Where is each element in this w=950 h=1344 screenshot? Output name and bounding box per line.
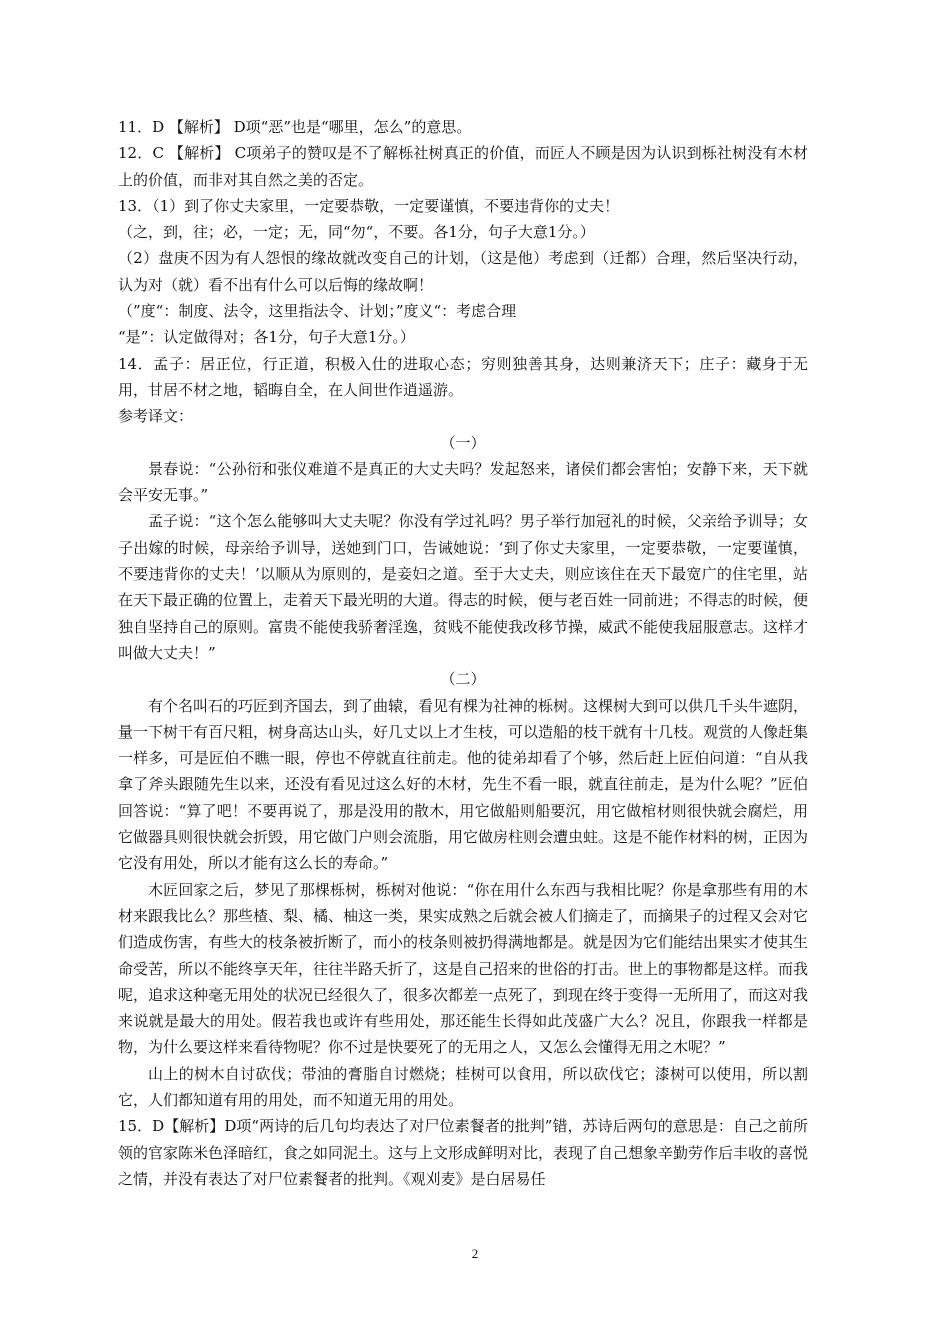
page-number: 2 [471, 1246, 479, 1261]
answer-13-2-note-a: （”度“：制度、法令，这里指法令、计划；”度义“：考虑合理 [118, 302, 517, 321]
answer-13-2-note-b: “是”：认定做得对；各1分，句子大意1分。） [118, 328, 415, 347]
section-2-title: （二） [440, 670, 486, 689]
answer-14: 14．孟子：居正位，行正道，积极入仕的进取心态；穷则独善其身，达则兼济天下；庄子：藏身于无用，甘居不材之地，韬晦自全，在人间世作逍遥游。 [118, 354, 808, 399]
answer-15: 15．D【解析】D项“两诗的后几句均表达了对尸位素餐者的批判”错，苏诗后两句的意思是：自己之前所领的官家陈米色泽暗红，食之如同泥土。这与上文形成鲜明对比，表现了自己想象辛勤劳作后丰收的喜悦之情，并没有表达了对尸位素餐者的批判。《观刈麦》是白居易任 [118, 1117, 809, 1188]
section-1-paragraph-2: 孟子说：“这个怎么能够叫大丈夫呢？你没有学过礼吗？男子举行加冠礼的时候，父亲给予训导；女子出嫁的时候，母亲给予训导，送她到门口，告诫她说：‘到了你丈夫家里，一定要恭敬，一定要谨慎，不要违背你的丈夫！’以顺从为原则的，是妾妇之道。至于大丈夫，则应该住在天下最宽广的住宅里，站在天下最正确的位置上，走着天下最光明的大道。得志的时候，便与老百姓一同前进；不得志的时候，便独自坚持自己的原则。富贵不能使我骄奢淫逸，贫贱不能使我改移节操，威武不能使我屈服意志。这样才叫做大丈夫！” [118, 512, 809, 662]
section-2-paragraph-3: 山上的树木自讨砍伐；带油的膏脂自讨燃烧；桂树可以食用，所以砍伐它；漆树可以使用，所以割它，人们都知道有用的用处，而不知道无用的用处。 [118, 1064, 808, 1109]
answer-13-2: （2）盘庚不因为有人怨恨的缘故就改变自己的计划，（这是他）考虑到（迁都）合理，然后坚决行动，认为对（就）看不出有什么可以后悔的缘故啊！ [118, 249, 808, 294]
section-1-paragraph-1: 景春说：“公孙衍和张仪难道不是真正的大丈夫吗？发起怒来，诸侯们都会害怕；安静下来，天下就会平安无事。” [118, 459, 808, 505]
section-1-title: （一） [440, 433, 486, 452]
reference-translation-label: 参考译文： [118, 407, 194, 426]
answer-11: 11．D 【解析】 D项“恶”也是“哪里，怎么”的意思。 [118, 118, 472, 136]
answer-12: 12．C 【解析】 C项弟子的赞叹是不了解栎社树真正的价值，而匠人不顾是因为认识到栎社树没有木材上的价值，而非对其自然之美的否定。 [118, 144, 808, 189]
answer-13-1-note: （之，到，往；必，一定；无，同“勿“，不要。各1分，句子大意1分。） [118, 223, 595, 242]
section-2-paragraph-2: 木匠回家之后，梦见了那棵栎树，栎树对他说：“你在用什么东西与我相比呢？你是拿那些有用的木材来跟我比么？那些楂、梨、橘、柚这一类，果实成熟之后就会被人们摘走了，而摘果子的过程又会对它们造成伤害，有些大的枝条被折断了，而小的枝条则被扔得满地都是。就是因为它们能结出果实才使其生命受苦，所以不能终享天年，往往半路夭折了，这是自己招来的世俗的打击。世上的事物都是这样。而我呢，追求这种毫无用处的状况已经很久了，很多次都差一点死了，到现在终于变得一无所用了，而这对我来说就是最大的用处。假若我也或许有些用处，那还能生长得如此茂盛广大么？况且，你跟我一样都是物，为什么要这样来看待物呢？你不过是快要死了的无用之人，又怎么会懂得无用之木呢？” [118, 880, 809, 1057]
answer-13-1: 13．（1）到了你丈夫家里，一定要恭敬，一定要谨慎，不要违背你的丈夫！ [118, 196, 620, 215]
section-2-paragraph-1: 有个名叫石的巧匠到齐国去，到了曲辕，看见有棵为社神的栎树。这棵树大到可以供几千头牛遮阴，量一下树干有百尺粗，树身高达山头，好几丈以上才生枝，可以造船的枝干就有十几枝。观赏的人像赶集一样多，可是匠伯不瞧一眼，停也不停就直往前走。他的徒弟却看了个够，然后赶上匠伯问道：“自从我拿了斧头跟随先生以来，还没有看见过这么好的木材，先生不看一眼，就直往前走，是为什么呢？”匠伯回答说：“算了吧！不要再说了，那是没用的散木，用它做船则船要沉，用它做棺材则很快就会腐烂，用它做器具则很快就会折毁，用它做门户则会流脂，用它做房柱则会遭虫蛀。这是不能作材料的树，正因为它没有用处，所以才能有这么长的寿命。” [118, 696, 809, 873]
document-page [118, 114, 808, 1192]
